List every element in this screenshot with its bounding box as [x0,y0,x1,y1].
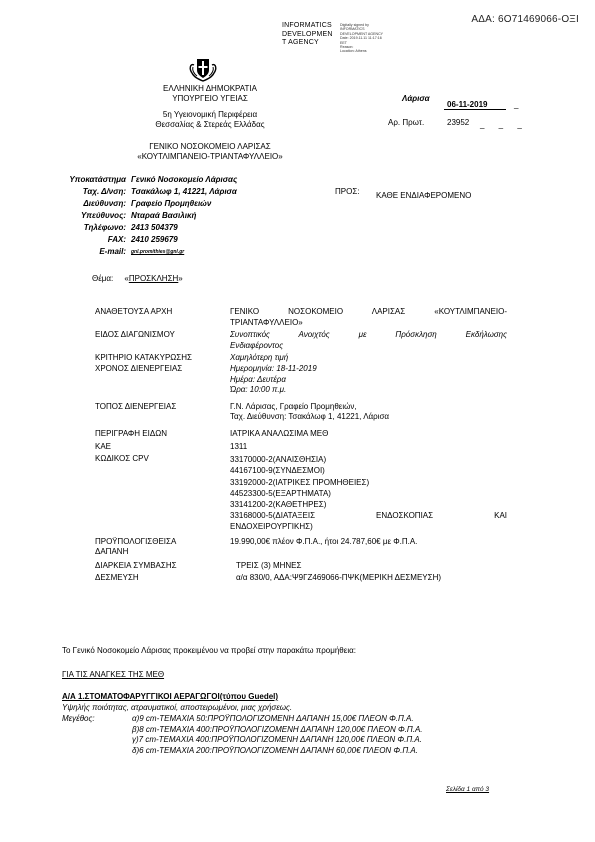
sizes-label: Μεγέθος: [62,714,95,723]
spec-key: ΧΡΟΝΟΣ ΔΙΕΝΕΡΓΕΙΑΣ [95,363,183,373]
signature-detail: DEVELOPMENT AGENCY [340,31,384,36]
tender-spec-table [95,307,507,584]
spec-key-line: ΔΑΠΑΝΗ [95,547,129,557]
spec-row-place [95,402,507,423]
spec-row-budget [95,537,507,558]
spec-value-line: Ώρα: 10:00 π.μ. [230,385,287,395]
spec-value: α/α 830/0, ΑΔΑ:Ψ9ΓΖ469066-ΠΨΚ(ΜΕΡΙΚΗ ΔΕΣΜΕΥΣΗ) [236,573,442,583]
cpv-item: 33141200-2(ΚΑΘΕΤΗΡΕΣ) [230,499,327,509]
spec-value-line: Γ.Ν. Λάρισας, Γραφείο Προμηθειών, [230,401,357,411]
spec-value: 19.990,00€ πλέον Φ.Π.Α., ήτοι 24.787,60€ με Φ.Π.Α. [230,536,418,546]
spec-key-line: ΠΡΟΫΠΟΛΟΓΙΣΘΕΙΣΑ [95,536,177,546]
signature-detail: Reason: [340,45,354,50]
hospital-subtitle: «ΚΟΥΤΛΙΜΠΑΝΕΙΟ-ΤΡΙΑΝΤΑΦΥΛΛΕΙΟ» [137,152,283,161]
spec-value-line: Ταχ. Διεύθυνση: Τσακάλωφ 1, 41221, Λάρισα [230,412,390,422]
spec-value-line: Ημέρα: Δευτέρα [230,374,286,384]
contact-row [56,222,237,234]
intro-paragraph: Το Γενικό Νοσοκομείο Λάρισας προκειμένου να προβεί στην παρακάτω προμήθεια: [62,646,356,655]
spec-value-line: ΤΡΙΑΝΤΑΦΥΛΛΕΙΟ» [230,317,303,327]
date-dash: _ [514,100,519,109]
spec-value: 1311 [230,441,248,451]
spec-value: Χαμηλότερη τιμή [230,353,289,363]
contact-row [56,234,237,246]
signature-line: DEVELOPMEN [282,30,333,38]
digital-signature-stamp [282,22,442,52]
hospital-block [90,142,330,162]
spec-key [95,537,230,558]
spec-value-line: Ενδιαφέροντος [230,340,284,350]
item-description: Υψηλής ποιότητας, ατραυματικοί, αποστειρωμένοι, μιας χρήσεως. [62,703,293,712]
contact-key: Διεύθυνση: [83,199,126,208]
spec-row-cpv [95,454,507,532]
spec-key: ΑΝΑΘΕΤΟΥΣΑ ΑΡΧΗ [95,307,173,316]
contact-row [56,210,237,222]
contact-row [56,246,237,258]
spec-key: ΚΩΔΙΚΟΣ CPV [95,454,149,464]
size-row [62,735,423,746]
size-value: γ)7 cm-ΤΕΜΑΧΙΑ 400:ΠΡΟΫΠΟΛΟΓΙΖΟΜΕΝΗ ΔΑΠΑΝΗ 120,00€ ΠΛΕΟΝ Φ.Π.Α. [132,735,422,744]
contact-value: Τσακάλωφ 1, 41221, Λάρισα [131,187,237,196]
spec-row-commitment [95,573,507,584]
signature-detail: Location: Athens [340,49,367,54]
spec-value-line: Ημερομηνία: 18-11-2019 [230,363,317,373]
recipient-value: ΚΑΘΕ ΕΝΔΙΑΦΕΡΟΜΕΝΟ [376,191,472,200]
ada-code: ΑΔΑ: 6Ο71469066-ΟΞΙ [471,14,579,25]
contact-row [56,186,237,198]
spec-row-authority [95,307,507,328]
document-date: 06-11-2019 [447,100,488,109]
signature-issuer [282,22,333,48]
protocol-dashes: _ _ _ [480,120,528,129]
signature-detail: INFORMATICS [340,27,365,32]
signature-detail: EET [340,40,347,45]
protocol-label: Αρ. Πρωτ. [388,118,425,127]
protocol-number: 23952 [447,118,470,127]
spec-value-line: Συνοπτικός Ανοιχτός με Πρόσκληση Εκδήλωσης [230,330,507,340]
subject-open: « [124,274,129,283]
contact-key: Ταχ. Δ/νση: [82,187,126,196]
recipient-label: ΠΡΟΣ: [335,187,360,196]
spec-row-kae [95,442,507,453]
subject-label: Θέμα: [92,274,114,283]
spec-key: ΚΑΕ [95,441,112,451]
page-number: Σελίδα 1 από 3 [446,786,490,793]
date-underline [444,109,506,110]
size-row [62,714,423,725]
spec-value [230,330,507,351]
cpv-item: 33192000-2(ΙΑΤΡΙΚΕΣ ΠΡΟΜΗΘΕΙΕΣ) [230,477,370,487]
spec-value [230,454,507,532]
signature-line: T AGENCY [282,39,319,46]
spec-value: ΙΑΤΡΙΚΑ ΑΝΑΛΩΣΙΜΑ ΜΕΘ [230,428,329,438]
subject-close: » [178,274,183,283]
subject-line [92,274,183,283]
spec-value [230,307,507,328]
cpv-item: ΕΝΔΟΧΕΙΡΟΥΡΓΙΚΗΣ) [230,522,313,532]
issuer-block [130,84,290,130]
contact-key: E-mail: [99,247,126,256]
spec-key: ΔΙΑΡΚΕΙΑ ΣΥΜΒΑΣΗΣ [95,560,177,570]
spec-key: ΚΡΙΤΗΡΙΟ ΚΑΤΑΚΥΡΩΣΗΣ [95,353,192,363]
size-row [62,725,423,736]
signature-details [340,23,383,54]
hospital-name: ΓΕΝΙΚΟ ΝΟΣΟΚΟΜΕΙΟ ΛΑΡΙΣΑΣ [149,142,271,151]
cpv-item: 33170000-2(ΑΝΑΙΣΘΗΣΙΑ) [230,455,327,465]
place-label: Λάρισα [402,94,430,103]
contact-value: Γενικό Νοσοκομείο Λάρισας [131,175,238,184]
spec-value: ΤΡΕΙΣ (3) ΜΗΝΕΣ [236,560,302,570]
spec-row-type [95,330,507,351]
issuer-country: ΕΛΛΗΝΙΚΗ ΔΗΜΟΚΡΑΤΙΑ [163,84,257,93]
spec-value [230,402,507,423]
greek-coat-of-arms-icon [188,55,218,83]
needs-heading: ΓΙΑ ΤΙΣ ΑΝΑΓΚΕΣ ΤΗΣ ΜΕΘ [62,670,165,679]
item-title: Α/Α 1.ΣΤΟΜΑΤΟΦΑΡΥΓΓΙΚΟΙ ΑΕΡΑΓΩΓΟΙ(τύπου Guedel) [62,692,279,701]
contact-row [56,174,237,186]
item-sizes [62,714,423,756]
cpv-item: 44523300-5(ΕΞΑΡΤΗΜΑΤΑ) [230,488,331,498]
issuer-region: 5η Υγειονομική Περιφέρεια [162,110,258,119]
spec-row-criterion [95,353,507,364]
spec-key: ΤΟΠΟΣ ΔΙΕΝΕΡΓΕΙΑΣ [95,401,177,411]
cpv-item: 33168000-5(ΔΙΑΤΑΞΕΙΣ ΕΝΔΟΣΚΟΠΙΑΣ ΚΑΙ [230,511,507,521]
contact-key: Τηλέφωνο: [83,223,126,232]
contact-value: Γραφείο Προμηθειών [131,199,212,208]
contact-row [56,198,237,210]
contact-value: 2413 504379 [131,223,178,232]
spec-row-time [95,364,507,396]
signature-line: INFORMATICS [282,22,332,29]
contact-key: Υπεύθυνος: [80,211,126,220]
cpv-item: 44167100-9(ΣΥΝΔΕΣΜΟΙ) [230,466,325,476]
spec-key: ΔΕΣΜΕΥΣΗ [95,573,139,583]
size-value: δ)6 cm-ΤΕΜΑΧΙΑ 200:ΠΡΟΫΠΟΛΟΓΙΖΟΜΕΝΗ ΔΑΠΑΝΗ 60,00€ ΠΛΕΟΝ Φ.Π.Α. [132,745,418,755]
spec-value [230,364,507,396]
contact-key: FAX: [107,235,126,244]
subject-link[interactable]: ΠΡΟΣΚΛΗΣΗ [128,274,179,283]
issuer-ministry: ΥΠΟΥΡΓΕΙΟ ΥΓΕΙΑΣ [172,94,248,103]
spec-row-duration [95,561,507,572]
signature-detail: Digitally signed by [340,23,369,27]
contact-details [56,174,237,258]
spec-key: ΕΙΔΟΣ ΔΙΑΓΩΝΙΣΜΟΥ [95,330,175,340]
contact-value: 2410 259679 [131,235,178,244]
spec-value-line: ΓΕΝΙΚΟ ΝΟΣΟΚΟΜΕΙΟ ΛΑΡΙΣΑΣ «ΚΟΥΤΛΙΜΠΑΝΕΙΟ- [230,307,507,316]
spec-key: ΠΕΡΙΓΡΑΦΗ ΕΙΔΩΝ [95,428,167,438]
email-link[interactable]: gnl.promithies@gnl.gr [131,249,185,255]
spec-row-desc [95,429,507,440]
issuer-region-name: Θεσσαλίας & Στερεάς Ελλάδας [155,120,265,129]
size-row [62,746,423,757]
contact-value: Νταραά Βασιλική [131,211,197,220]
size-value: β)8 cm-ΤΕΜΑΧΙΑ 400:ΠΡΟΫΠΟΛΟΓΙΖΟΜΕΝΗ ΔΑΠΑΝΗ 120,00€ ΠΛΕΟΝ Φ.Π.Α. [132,724,423,734]
contact-key: Υποκατάστημα [69,175,126,184]
signature-detail: Date: 2019.11.11 11:17:16 [340,36,382,41]
size-value: α)9 cm-ΤΕΜΑΧΙΑ 50:ΠΡΟΫΠΟΛΟΓΙΖΟΜΕΝΗ ΔΑΠΑΝΗ 15,00€ ΠΛΕΟΝ Φ.Π.Α. [132,714,414,723]
